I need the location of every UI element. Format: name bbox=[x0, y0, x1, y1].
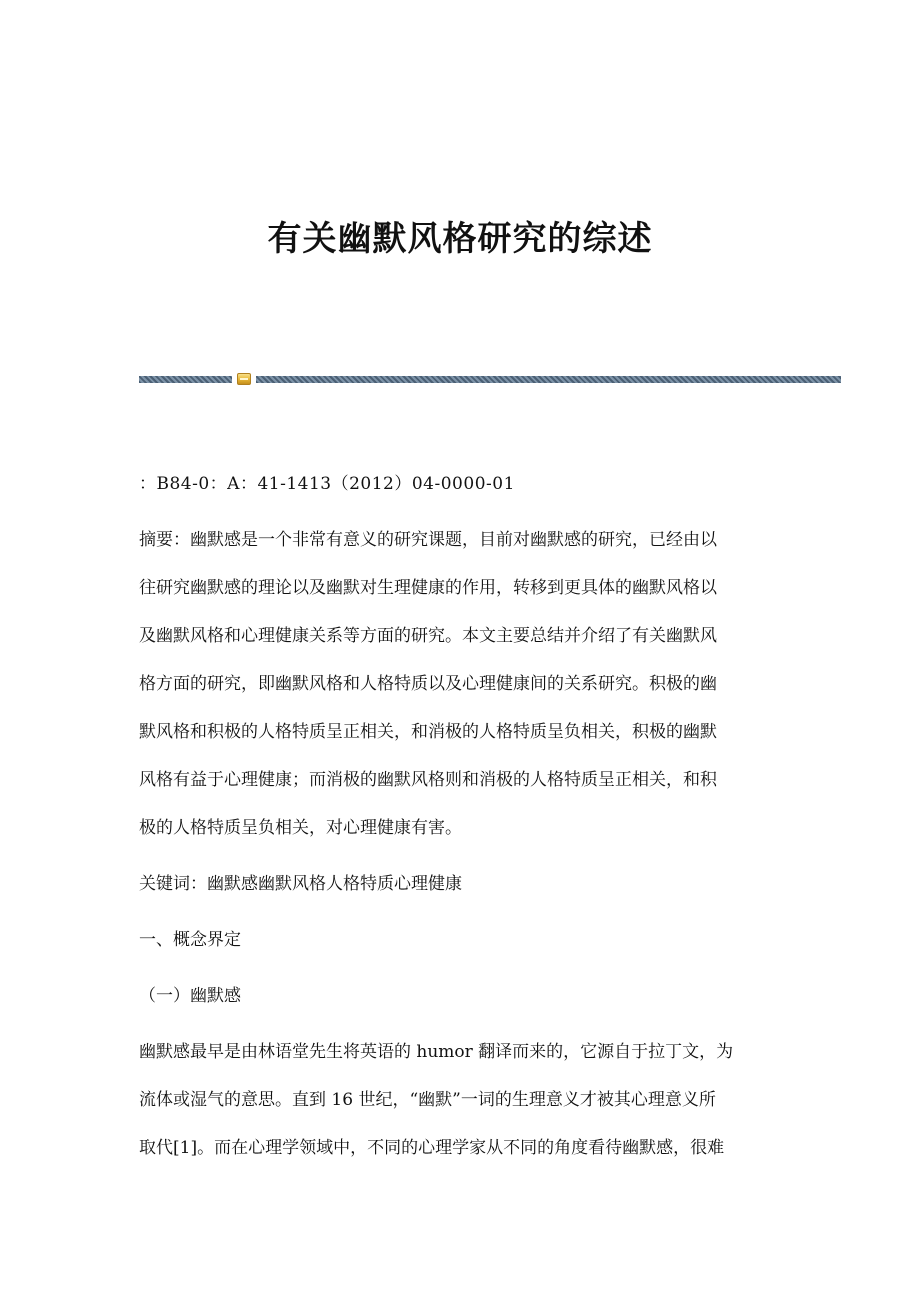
divider-bar-right bbox=[256, 376, 841, 383]
abstract-line: 摘要：幽默感是一个非常有意义的研究课题，目前对幽默感的研究，已经由以 bbox=[139, 530, 717, 550]
classification-line: ：B84-0：A：41-1413（2012）04-0000-01 bbox=[139, 474, 515, 494]
divider-bar-left bbox=[139, 376, 232, 383]
body-line: 取代[1]。而在心理学领域中，不同的心理学家从不同的角度看待幽默感，很难 bbox=[139, 1138, 725, 1158]
abstract-line: 极的人格特质呈负相关，对心理健康有害。 bbox=[139, 818, 462, 838]
keywords-line: 关键词：幽默感幽默风格人格特质心理健康 bbox=[139, 874, 462, 894]
document-body bbox=[139, 466, 784, 1178]
body-line: 幽默感最早是由林语堂先生将英语的 humor 翻译而来的，它源自于拉丁文，为 bbox=[139, 1042, 734, 1062]
abstract-paragraph bbox=[139, 522, 784, 858]
envelope-icon bbox=[237, 373, 251, 385]
abstract-line: 风格有益于心理健康；而消极的幽默风格则和消极的人格特质呈正相关，和积 bbox=[139, 770, 717, 790]
document-title: 有关幽默风格研究的综述 bbox=[267, 219, 653, 259]
section-heading: 一、概念界定 bbox=[139, 930, 241, 950]
subsection-heading: （一）幽默感 bbox=[139, 986, 241, 1006]
abstract-line: 格方面的研究，即幽默风格和人格特质以及心理健康间的关系研究。积极的幽 bbox=[139, 674, 717, 694]
abstract-line: 及幽默风格和心理健康关系等方面的研究。本文主要总结并介绍了有关幽默风 bbox=[139, 626, 717, 646]
body-line: 流体或湿气的意思。直到 16 世纪，“幽默”一词的生理意义才被其心理意义所 bbox=[139, 1090, 716, 1110]
abstract-line: 往研究幽默感的理论以及幽默对生理健康的作用，转移到更具体的幽默风格以 bbox=[139, 578, 717, 598]
abstract-line: 默风格和积极的人格特质呈正相关，和消极的人格特质呈负相关，积极的幽默 bbox=[139, 722, 717, 742]
body-paragraph bbox=[139, 1034, 784, 1178]
decorative-divider bbox=[139, 373, 841, 385]
